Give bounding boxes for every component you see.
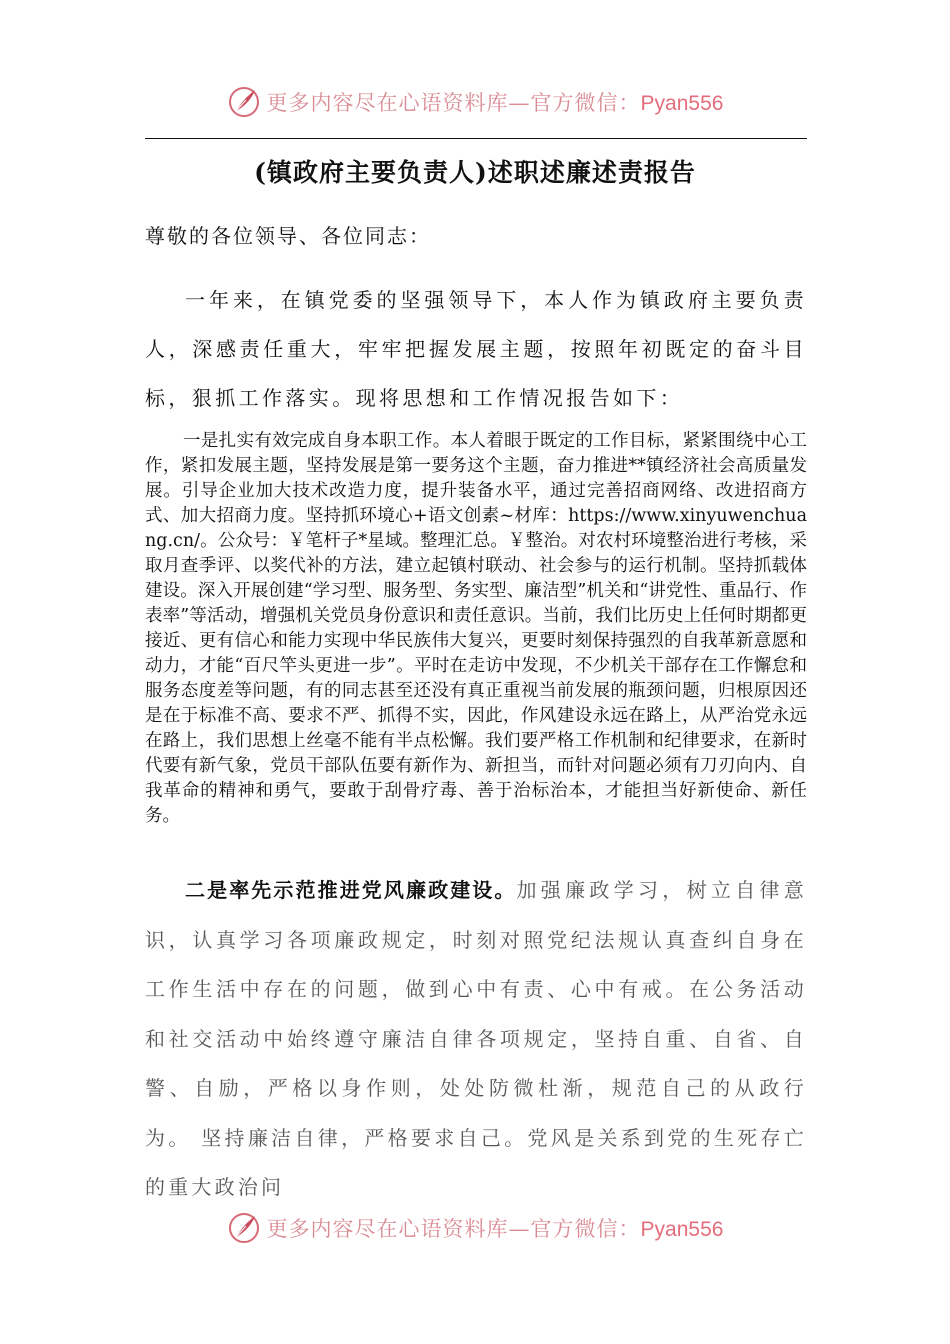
watermark-text: 更多内容尽在心语资料库—官方微信：Pyan556 bbox=[266, 91, 724, 115]
salutation: 尊敬的各位领导、各位同志： bbox=[145, 224, 431, 248]
section-1-paragraph: 一是扎实有效完成自身本职工作。本人着眼于既定的工作目标，紧紧围绕中心工作，紧扣发展主题，坚持发展是第一要务这个主题，奋力推进**镇经济社会高质量发展。引导企业加大技术改造力度，提升装备水平，通过完善招商网络、改进招商方式、加大招商力度。坚持抓环境心+语文创素~材库：https://www.xinyuwenchuang.cn/。公众号：￥笔杆子*星域。整理汇总。￥整治。对农村环境整治进行考核，采取月查季评、以奖代补的方法，建立起镇村联动、社会参与的运行机制。坚持抓载体建设。深入开展创建“学习型、服务型、务实型、廉洁型”机关和“讲党性、重品行、作表率”等活动，增强机关党员身份意识和责任意识。当前，我们比历史上任何时期都更接近、更有信心和能力实现中华民族伟大复兴，更要时刻保持强烈的自我革新意愿和动力，才能“百尺竿头更进一步”。平时在走访中发现，不少机关干部存在工作懈怠和服务态度差等问题，有的同志甚至还没有真正重视当前发展的瓶颈问题，归根原因还是在于标准不高、要求不严、抓得不实，因此，作风建设永远在路上，从严治党永远在路上，我们思想上丝毫不能有半点松懈。我们要严格工作机制和纪律要求，在新时代要有新气象，党员干部队伍要有新作为、新担当，而针对问题必须有刀刃向内、自我革命的精神和勇气，要敢于刮骨疗毒、善于治标治本，才能担当好新使命、新任务。 bbox=[145, 431, 807, 826]
footer-watermark bbox=[0, 1206, 950, 1250]
feather-pen-icon bbox=[227, 1211, 261, 1245]
section-2-heading: 二是率先示范推进党风廉政建设。 bbox=[185, 878, 517, 902]
wechat-id: Pyan556 bbox=[640, 1218, 724, 1241]
watermark-text: 更多内容尽在心语资料库—官方微信：Pyan556 bbox=[266, 1217, 724, 1241]
feather-pen-icon bbox=[227, 85, 261, 119]
section-2-paragraph bbox=[145, 866, 807, 1199]
header-rule bbox=[145, 138, 807, 139]
wechat-id: Pyan556 bbox=[640, 92, 724, 115]
header-watermark bbox=[0, 80, 950, 124]
section-2-body: 加强廉政学习，树立自律意识，认真学习各项廉政规定，时刻对照党纪法规认真查纠自身在工作生活中存在的问题，做到心中有责、心中有戒。在公务活动和社交活动中始终遵守廉洁自律各项规定，坚持自重、自省、自警、自励，严格以身作则，处处防微杜渐，规范自己的从政行为。 坚持廉洁自律，严格要求自己。党风是关系到党的生死存亡的重大政治问 bbox=[145, 878, 807, 1199]
intro-paragraph: 一年来，在镇党委的坚强领导下，本人作为镇政府主要负责人，深感责任重大，牢牢把握发展主题，按照年初既定的奋斗目标，狠抓工作落实。现将思想和工作情况报告如下： bbox=[145, 288, 807, 410]
document-title: (镇政府主要负责人)述职述廉述责报告 bbox=[254, 158, 696, 187]
